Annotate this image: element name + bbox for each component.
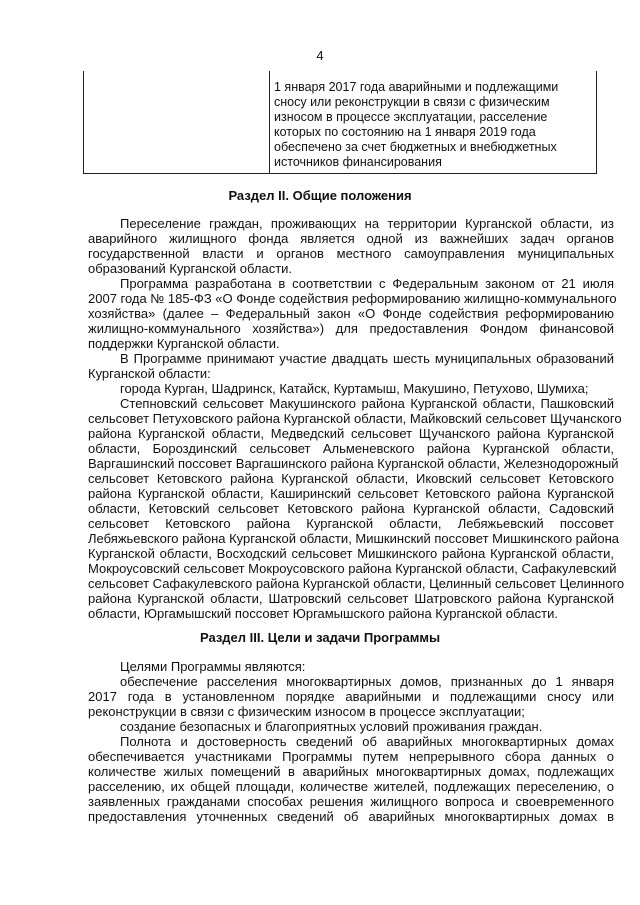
paragraph-line: 2007 года № 185-ФЗ «О Фонде содействия реформированию жилищно-коммунального	[88, 291, 617, 306]
table-cell-line: обеспечено за счет бюджетных и внебюджетных	[274, 140, 557, 154]
paragraph-line: расселению, их общей площади, количестве жителей, подлежащих переселению, о	[88, 779, 614, 794]
paragraph-line: заявленных гражданами способах решения жилищного вопроса и своевременного	[88, 794, 614, 809]
paragraph-line: области, Бороздинский сельсовет Альменевского района Курганской области,	[88, 441, 614, 456]
table-cell-line: 1 января 2017 года аварийными и подлежащими	[274, 80, 559, 94]
table-cell-line: которых по состоянию на 1 января 2019 года	[274, 125, 536, 139]
paragraph-line: района Курганской области, Шатровский сельсовет Шатровского района Курганской	[88, 591, 614, 606]
paragraph-line: жилищно-коммунального хозяйства») для предоставления Фондом финансовой	[88, 321, 614, 336]
section-2-body	[88, 216, 625, 621]
section-3-body	[88, 659, 614, 824]
section-2-heading: Раздел II. Общие положения	[228, 188, 412, 203]
table-cell-line: сносу или реконструкции в связи с физическим	[274, 95, 550, 109]
table-cell-text	[274, 80, 586, 170]
paragraph-line: области, Кетовский сельсовет Кетовского района Курганской области, Садовский	[88, 501, 614, 516]
paragraph-line: предоставления уточненных сведений об аварийных многоквартирных домах в	[88, 809, 614, 824]
paragraph-line: образований Курганской области.	[88, 261, 293, 276]
paragraph-line: сельсовет Сафакулевского района Курганской области, Целинный сельсовет Целинного	[88, 576, 625, 591]
paragraph-line: района Курганской области, Медведский сельсовет Щучанского района Курганской	[88, 426, 614, 441]
paragraph-line: Варгашинский поссовет Варгашинского района Курганской области, Железнодорожный	[88, 456, 619, 471]
paragraph-line: Программа разработана в соответствии с Федеральным законом от 21 июля	[120, 276, 614, 291]
paragraph-line: обеспечивается участниками Программы путем непрерывного сбора данных о	[88, 749, 614, 764]
paragraph-line: Мокроусовский сельсовет Мокроусовского района Курганской области, Сафакулевский	[88, 561, 617, 576]
paragraph-line: города Курган, Шадринск, Катайск, Куртамыш, Макушино, Петухово, Шумиха;	[120, 381, 589, 396]
paragraph-line: Переселение граждан, проживающих на территории Курганской области, из	[120, 216, 614, 231]
paragraph-line: реконструкции в связи с физическим износом в процессе эксплуатации;	[88, 704, 525, 719]
paragraph-line: сельсовет Кетовского района Курганской области, Лебяжьевский поссовет	[88, 516, 614, 531]
paragraph-line: обеспечение расселения многоквартирных домов, признанных до 1 января	[120, 674, 614, 689]
paragraph-line: сельсовет Петуховского района Курганской области, Майковский сельсовет Щучанского	[88, 411, 622, 426]
continuation-table	[83, 71, 597, 174]
paragraph-line: Степновский сельсовет Макушинского района Курганской области, Пашковский	[120, 396, 614, 411]
paragraph-line: Курганской области, Восходский сельсовет Мишкинского района Курганской области,	[88, 546, 614, 561]
paragraph-line: области, Юргамышский поссовет Юргамышского района Курганской области.	[88, 606, 558, 621]
paragraph-line: создание безопасных и благоприятных условий проживания граждан.	[120, 719, 543, 734]
paragraph-line: хозяйства» (далее – Федеральный закон «О Фонде содействия реформированию	[88, 306, 614, 321]
paragraph-line: государственной власти и органов местного самоуправления муниципальных	[88, 246, 614, 261]
table-cell-line: источников финансирования	[274, 155, 442, 169]
paragraph-line: 2017 года в установленном порядке аварийными и подлежащими сносу или	[88, 689, 614, 704]
page-number: 4	[316, 48, 324, 63]
paragraph-line: района Курганской области, Каширинский сельсовет Кетовского района Курганской	[88, 486, 614, 501]
table-cell-line: износом в процессе эксплуатации, расселение	[274, 110, 548, 124]
paragraph-line: Полнота и достоверность сведений об аварийных многоквартирных домах	[120, 734, 614, 749]
paragraph-line: количестве жилых помещений в аварийных многоквартирных домах, подлежащих	[88, 764, 614, 779]
paragraph-line: В Программе принимают участие двадцать шесть муниципальных образований	[120, 351, 614, 366]
section-3-heading: Раздел III. Цели и задачи Программы	[199, 630, 441, 645]
paragraph-line: аварийного жилищного фонда является одной из важнейших задач органов	[88, 231, 614, 246]
paragraph-line: Лебяжьевского района Курганской области, Мишкинский поссовет Мишкинского района	[88, 531, 620, 546]
paragraph-line: Курганской области:	[88, 366, 211, 381]
paragraph-line: поддержки Курганской области.	[88, 336, 280, 351]
paragraph-line: сельсовет Кетовского района Курганской области, Иковский сельсовет Кетовского	[88, 471, 614, 486]
paragraph-line: Целями Программы являются:	[120, 659, 306, 674]
table-column-divider	[269, 71, 270, 173]
